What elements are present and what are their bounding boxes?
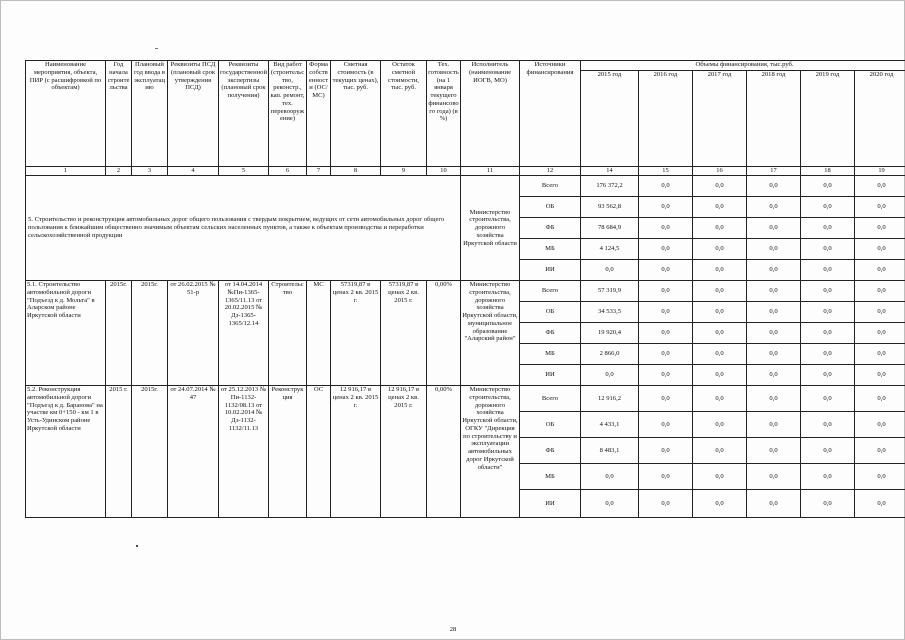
funding-value: 0,0: [693, 344, 747, 365]
funding-value: 0,0: [581, 365, 639, 386]
header-name: Наименование мероприятия, объекта, ПИР (с расшифровкой по объектам): [26, 61, 106, 167]
funding-value: 19 920,4: [581, 323, 639, 344]
column-number: 2: [106, 167, 132, 176]
funding-value: 0,0: [801, 197, 855, 218]
header-remaining: Остаток сметной стоимости, тыс. руб.: [381, 61, 427, 167]
object-start-year: 2015 г.: [106, 386, 132, 518]
funding-value: 0,0: [747, 386, 801, 412]
column-number: 14: [581, 167, 639, 176]
header-year-2016: 2016 год: [639, 71, 693, 167]
section-row: [26, 176, 905, 197]
funding-value: 0,0: [801, 464, 855, 490]
column-number: 7: [307, 167, 331, 176]
funding-value: 0,0: [855, 490, 905, 518]
funding-source: ОБ: [520, 197, 581, 218]
column-number: 3: [132, 167, 168, 176]
funding-value: 0,0: [855, 386, 905, 412]
header-executor: Исполнитель (наименование ИОГВ, МО): [461, 61, 520, 167]
column-number: 9: [381, 167, 427, 176]
funding-value: 0,0: [747, 490, 801, 518]
header-plan-year: Плановый год ввода в эксплуатацию: [132, 61, 168, 167]
funding-value: 0,0: [639, 365, 693, 386]
funding-value: 0,0: [855, 218, 905, 239]
object-remaining: 12 916,17 в ценах 2 кв. 2015 г.: [381, 386, 427, 518]
object-executor: Министерство строительства, дорожного хозяйства Иркутской области, муниципальное образование "Аларский район": [461, 281, 520, 386]
object-executor: Министерство строительства, дорожного хозяйства Иркутской области, ОГКУ "Дирекция по строительству и эксплуатации автомобильных дорог Иркутской области": [461, 386, 520, 518]
funding-value: 0,0: [801, 412, 855, 438]
object-psd: от 24.07.2014 № 47: [168, 386, 219, 518]
funding-value: 0,0: [801, 281, 855, 302]
funding-value: 0,0: [855, 260, 905, 281]
funding-value: 0,0: [855, 365, 905, 386]
header-year-2017: 2017 год: [693, 71, 747, 167]
funding-source: МБ: [520, 239, 581, 260]
funding-source: ОБ: [520, 302, 581, 323]
header-year-2020: 2020 год: [855, 71, 905, 167]
funding-source: ИИ: [520, 365, 581, 386]
funding-value: 0,0: [855, 197, 905, 218]
funding-value: 0,0: [855, 323, 905, 344]
funding-value: 0,0: [747, 302, 801, 323]
funding-table: [25, 60, 905, 518]
funding-value: 0,0: [855, 464, 905, 490]
funding-value: 57 319,9: [581, 281, 639, 302]
object-ownership: МС: [307, 281, 331, 386]
header-work-type: Вид работ (строительство, реконстр., кап. ремонт, тех. перевооружение): [269, 61, 307, 167]
column-number: 12: [520, 167, 581, 176]
funding-value: 0,0: [855, 281, 905, 302]
object-remaining: 57319,87 в ценах 2 кв. 2015 г.: [381, 281, 427, 386]
object-name: 5.2. Реконструкция автомобильной дороги "Подъезд к д. Баранова" на участке км 0+150 - км 1 в Усть-Удинском районе Иркутской области: [26, 386, 106, 518]
column-number: 16: [693, 167, 747, 176]
funding-value: 0,0: [801, 239, 855, 260]
funding-source: Всего: [520, 386, 581, 412]
funding-value: 0,0: [855, 239, 905, 260]
column-number: 6: [269, 167, 307, 176]
funding-source: Всего: [520, 176, 581, 197]
object-name: 5.1. Строительство автомобильной дороги "Подъезд к д. Мольта" в Аларском районе Иркутской области: [26, 281, 106, 386]
funding-value: 0,0: [639, 386, 693, 412]
scan-dot: [136, 545, 138, 547]
funding-value: 0,0: [693, 438, 747, 464]
header-source: Источники финансирования: [520, 61, 581, 167]
funding-source: Всего: [520, 281, 581, 302]
funding-value: 0,0: [693, 386, 747, 412]
object-start-year: 2015г.: [106, 281, 132, 386]
funding-value: 0,0: [639, 197, 693, 218]
funding-value: 0,0: [639, 281, 693, 302]
funding-value: 0,0: [639, 438, 693, 464]
funding-value: 0,0: [801, 176, 855, 197]
funding-value: 0,0: [639, 176, 693, 197]
funding-value: 0,0: [639, 490, 693, 518]
column-number: 19: [855, 167, 905, 176]
funding-value: 0,0: [747, 438, 801, 464]
funding-value: 0,0: [693, 281, 747, 302]
funding-value: 0,0: [747, 323, 801, 344]
funding-value: 0,0: [747, 464, 801, 490]
funding-value: 0,0: [639, 302, 693, 323]
funding-value: 0,0: [639, 218, 693, 239]
funding-value: 0,0: [639, 323, 693, 344]
funding-value: 0,0: [581, 260, 639, 281]
funding-source: ФБ: [520, 323, 581, 344]
funding-source: ОБ: [520, 412, 581, 438]
funding-value: 0,0: [801, 386, 855, 412]
column-number: 18: [801, 167, 855, 176]
funding-value: 0,0: [855, 438, 905, 464]
funding-source: МБ: [520, 344, 581, 365]
object-expertise: от 25.12.2013 № Пи-1132-1132/08.13 от 10.02.2014 № Дз-1132-1132/11.13: [219, 386, 269, 518]
object-psd: от 26.02.2015 № 51-р: [168, 281, 219, 386]
funding-value: 0,0: [747, 365, 801, 386]
column-number: 8: [331, 167, 381, 176]
funding-value: 0,0: [855, 176, 905, 197]
section-executor: Министерство строительства, дорожного хозяйства Иркутской области: [461, 176, 520, 281]
funding-value: 0,0: [639, 412, 693, 438]
funding-value: 0,0: [693, 412, 747, 438]
funding-value: 0,0: [747, 281, 801, 302]
header-ownership: Форма собственности (ОС/МС): [307, 61, 331, 167]
funding-value: 176 372,2: [581, 176, 639, 197]
funding-value: 0,0: [693, 490, 747, 518]
column-number: 5: [219, 167, 269, 176]
funding-source: ФБ: [520, 218, 581, 239]
funding-value: 0,0: [693, 365, 747, 386]
funding-value: 0,0: [801, 365, 855, 386]
funding-value: 0,0: [801, 490, 855, 518]
funding-value: 0,0: [855, 302, 905, 323]
funding-value: 4 433,1: [581, 412, 639, 438]
column-number: 11: [461, 167, 520, 176]
funding-value: 0,0: [581, 464, 639, 490]
funding-value: 0,0: [801, 218, 855, 239]
header-expertise: Реквизиты государственной экспертизы (плановый срок получения): [219, 61, 269, 167]
object-end-year: 2015г.: [132, 386, 168, 518]
funding-value: 0,0: [747, 344, 801, 365]
funding-value: 0,0: [747, 176, 801, 197]
object-expertise: от 14.04.2014 №Пи-1365-1365/11.13 от 20.02.2015 № Дз-1365-1365/12.14: [219, 281, 269, 386]
header-year-2018: 2018 год: [747, 71, 801, 167]
funding-value: 0,0: [747, 260, 801, 281]
funding-value: 93 562,8: [581, 197, 639, 218]
funding-source: ИИ: [520, 490, 581, 518]
funding-value: 0,0: [693, 197, 747, 218]
funding-value: 34 533,5: [581, 302, 639, 323]
funding-value: 0,0: [693, 176, 747, 197]
column-number: 1: [26, 167, 106, 176]
funding-value: 0,0: [747, 239, 801, 260]
funding-value: 0,0: [693, 323, 747, 344]
header-year-2015: 2015 год: [581, 71, 639, 167]
funding-source: ИИ: [520, 260, 581, 281]
header-psd: Реквизиты ПСД (плановый срок утверждения ПСД): [168, 61, 219, 167]
column-number: 10: [427, 167, 461, 176]
column-number: 17: [747, 167, 801, 176]
funding-value: 4 124,5: [581, 239, 639, 260]
funding-value: 0,0: [581, 490, 639, 518]
funding-value: 0,0: [801, 302, 855, 323]
column-number-row: [26, 167, 905, 176]
funding-value: 0,0: [801, 260, 855, 281]
funding-value: 12 916,2: [581, 386, 639, 412]
funding-value: 0,0: [693, 218, 747, 239]
funding-value: 0,0: [693, 302, 747, 323]
funding-value: 0,0: [747, 197, 801, 218]
funding-value: 0,0: [639, 239, 693, 260]
header-funding-group: Объемы финансирования, тыс.руб.: [581, 61, 905, 71]
funding-value: 0,0: [693, 464, 747, 490]
funding-value: 0,0: [747, 412, 801, 438]
object-readiness: 0,00%: [427, 386, 461, 518]
funding-value: 0,0: [693, 260, 747, 281]
header-readiness: Тех. готовность (на 1 января текущего финансового года) (в %): [427, 61, 461, 167]
funding-value: 0,0: [801, 438, 855, 464]
funding-source: ФБ: [520, 438, 581, 464]
object-estimate: 57319,87 в ценах 2 кв. 2015 г.: [331, 281, 381, 386]
object-work-type: Реконструкция: [269, 386, 307, 518]
object-row: [26, 386, 905, 412]
object-row: [26, 281, 905, 302]
scan-mark: [155, 48, 158, 49]
header-start-year: Год начала строительства: [106, 61, 132, 167]
page-number: 28: [449, 626, 457, 633]
funding-value: 0,0: [855, 344, 905, 365]
header-year-2019: 2019 год: [801, 71, 855, 167]
funding-value: 0,0: [639, 464, 693, 490]
section-title: 5. Строительство и реконструкция автомобильных дорог общего пользования с твердым покрытием, ведущих от сети автомобильных дорог общего пользования к ближайшим общественно значимым объектам сельских населенных пунктов, а также к объектам производства и переработки сельскохозяйственной продукции: [26, 176, 461, 281]
funding-value: 0,0: [639, 344, 693, 365]
object-ownership: ОС: [307, 386, 331, 518]
column-number: 4: [168, 167, 219, 176]
column-number: 15: [639, 167, 693, 176]
funding-value: 78 684,9: [581, 218, 639, 239]
funding-value: 2 866,0: [581, 344, 639, 365]
funding-value: 8 483,1: [581, 438, 639, 464]
object-estimate: 12 916,17 в ценах 2 кв. 2015 г.: [331, 386, 381, 518]
object-end-year: 2015г.: [132, 281, 168, 386]
funding-value: 0,0: [747, 218, 801, 239]
funding-value: 0,0: [801, 344, 855, 365]
funding-value: 0,0: [855, 412, 905, 438]
object-readiness: 0,00%: [427, 281, 461, 386]
funding-value: 0,0: [693, 239, 747, 260]
funding-source: МБ: [520, 464, 581, 490]
funding-value: 0,0: [801, 323, 855, 344]
object-work-type: Строительство: [269, 281, 307, 386]
funding-value: 0,0: [639, 260, 693, 281]
header-estimate: Сметная стоимость (в текущих ценах), тыс. руб.: [331, 61, 381, 167]
